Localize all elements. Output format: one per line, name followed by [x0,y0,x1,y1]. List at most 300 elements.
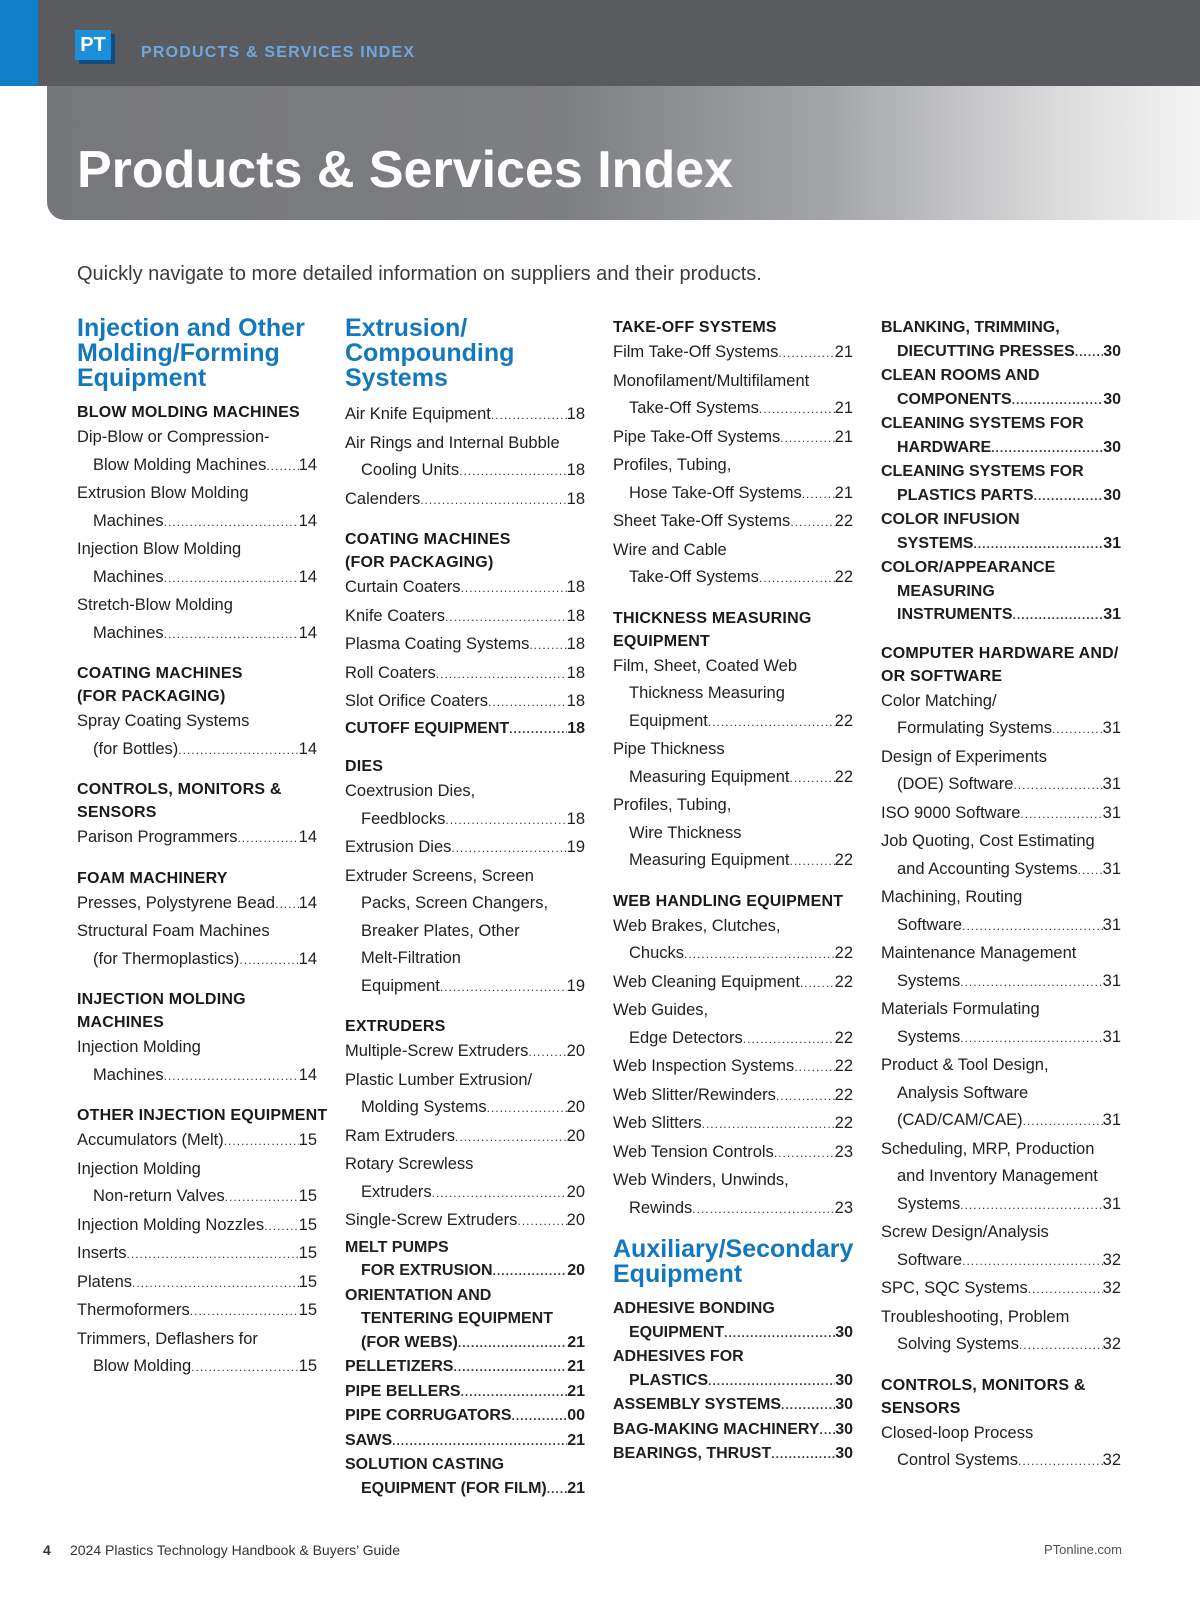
index-entry[interactable] [881,800,1121,829]
index-entry[interactable] [613,997,853,1053]
entry-text-line: Screw Design/Analysis [881,1223,1049,1241]
leader-dots [517,1208,566,1236]
index-entry[interactable] [77,536,317,592]
entry-page-number: 20 [567,1262,585,1279]
leader-dots [264,1213,299,1241]
leader-dots [991,437,1103,461]
index-entry[interactable] [613,1167,853,1223]
entry-last-line [77,620,317,649]
entry-text-line: Web Slitter/Rewinders [613,1085,776,1104]
index-entry[interactable] [881,1136,1121,1220]
leader-dots [778,340,834,368]
leader-dots [127,1241,299,1269]
entry-text-line: Injection Molding [77,1159,201,1178]
entry-last-line [345,457,585,486]
category-heading-line: EXTRUDERS [345,1018,446,1035]
entry-last-line [345,401,585,430]
entry-text-line: COMPONENTS [897,390,1012,408]
leader-dots [432,1180,567,1208]
entry-text-line: PIPE BELLERS [345,1382,461,1400]
index-entry[interactable] [77,824,317,853]
index-entry[interactable] [881,1420,1121,1476]
entry-page-number: 21 [834,343,853,361]
entry-text-line: Cooling Units [361,461,460,479]
section-heading-line: Compounding [345,339,515,367]
index-entry[interactable] [345,631,585,660]
entry-page-number: 00 [567,1407,585,1424]
entry-last-line [881,800,1121,829]
index-entry[interactable] [77,592,317,648]
entry-text-line: BAG-MAKING MACHINERY [613,1420,820,1438]
entry-text-line: Extrusion Blow Molding [77,484,249,502]
entry-page-number: 20 [566,1042,585,1060]
entry-text-line: MEASURING [897,582,995,600]
category-heading [613,316,853,339]
entry-last-line [345,717,585,742]
entry-last-line [881,1275,1121,1304]
entry-text-line: Packs, Screen Changers, [361,894,549,912]
entry-last-line [345,834,585,863]
entry-page-number: 14 [298,739,317,758]
page-title: Products & Services Index [77,141,734,199]
entry-last-line [881,968,1121,997]
index-entry[interactable] [345,834,585,863]
entry-last-line [345,486,585,515]
entry-last-line [345,806,585,835]
entry-text-line: Monofilament/Multifilament [613,371,810,390]
entry-text-line: Breaker Plates, Other [361,921,520,940]
index-entry[interactable] [881,940,1121,996]
section-heading-line: Auxiliary/Secondary [613,1235,854,1263]
leader-dots [802,481,835,509]
index-entry[interactable] [613,1053,853,1082]
index-entry[interactable] [613,424,853,453]
entry-text-line: (for Bottles) [93,739,179,758]
entry-text-line: Injection Blow Molding [77,540,242,558]
entry-text-line: Air Knife Equipment [345,405,491,423]
index-entry[interactable] [77,424,317,480]
entry-text-line: Spray Coating Systems [77,712,250,730]
entry-text-line: Machines [93,623,164,642]
entry-page-number: 14 [298,455,317,474]
entry-text-line: Pipe Thickness [613,740,725,758]
leader-dots [445,604,567,632]
index-entry[interactable] [881,828,1121,884]
index-entry[interactable] [77,708,317,764]
entry-page-number: 18 [566,578,585,596]
entry-text-line: Ram Extruders [345,1126,456,1145]
entry-last-line [881,912,1121,941]
entry-text-line: Film Take-Off Systems [613,343,779,361]
index-entry[interactable] [881,1304,1121,1360]
entry-last-line [345,660,585,689]
section-heading [345,316,585,391]
entry-text-line: Web Cleaning Equipment [613,972,800,991]
entry-text-line: MELT PUMPS [345,1238,449,1256]
index-entry[interactable] [613,537,853,593]
entry-text-line: SOLUTION CASTING [345,1456,505,1473]
index-group [613,890,853,1224]
entry-text-line: ADHESIVE BONDING [613,1300,775,1317]
entry-last-line [613,508,853,537]
entry-page-number: 20 [566,1182,585,1201]
entry-text-line: Plastic Lumber Extrusion/ [345,1070,533,1089]
index-entry[interactable] [881,1275,1121,1304]
leader-dots [445,807,566,835]
leader-dots [453,1356,567,1380]
entry-text-line: Thickness Measuring [629,684,785,702]
entry-text-line: Analysis Software [897,1083,1029,1102]
entry-text-line: Product & Tool Design, [881,1056,1049,1074]
entry-last-line [345,574,585,603]
entry-text-line: Stretch-Blow Molding [77,596,233,614]
publication-title: 2024 Plastics Technology Handbook & Buyers’ Guide [70,1542,400,1558]
entry-text-line: SAWS [345,1431,393,1449]
leader-dots [759,565,835,593]
index-entry[interactable] [613,339,853,368]
entry-last-line [77,736,317,765]
entry-last-line [77,946,317,975]
leader-dots [164,621,299,649]
leader-dots [459,458,567,486]
entry-text-line: Web Guides, [613,1001,709,1019]
leader-dots [960,969,1102,997]
entry-text-line: Trimmers, Deflashers for [77,1329,258,1348]
category-heading [77,867,317,890]
entry-text-line: Roll Coaters [345,663,436,682]
entry-last-line [613,1195,853,1224]
entry-page-number: 32 [1102,1335,1121,1353]
index-entry[interactable] [613,1393,853,1418]
index-entry[interactable] [345,1284,585,1356]
index-entry[interactable] [613,1442,853,1467]
leader-dots [239,947,298,975]
entry-page-number: 19 [566,838,585,856]
entry-page-number: 31 [1102,719,1121,737]
entry-text-line: Machines [93,1065,164,1084]
index-entry[interactable] [881,1219,1121,1275]
leader-dots [461,575,567,603]
entry-page-number: 31 [1102,1194,1121,1213]
index-entry[interactable] [613,508,853,537]
entry-text-line: SYSTEMS [897,534,974,552]
entry-last-line [613,1369,853,1394]
entry-last-line [613,1321,853,1346]
entry-text-line: BEARINGS, THRUST [613,1445,772,1462]
entry-text-line: Systems [897,1027,961,1046]
leader-dots [973,533,1103,557]
section-heading-line: Molding/Forming [77,339,280,367]
index-entry[interactable] [881,744,1121,800]
leader-dots [776,1083,835,1111]
index-entry[interactable] [345,1355,585,1380]
entry-last-line [881,715,1121,744]
leader-dots [512,1405,568,1429]
index-entry[interactable] [345,863,585,1002]
leader-dots [1028,1276,1103,1304]
entry-page-number: 15 [298,1357,317,1375]
index-entry[interactable] [881,316,1121,364]
entry-text-line: Web Brakes, Clutches, [613,916,781,935]
index-entry[interactable] [345,778,585,834]
category-heading [345,1015,585,1038]
entry-page-number: 22 [834,1057,853,1075]
entry-page-number: 32 [1102,1451,1121,1469]
leader-dots [451,835,566,863]
index-entry[interactable] [345,717,585,742]
index-entry[interactable] [613,736,853,792]
entry-last-line [881,484,1121,509]
entry-page-number: 31 [1102,1027,1121,1046]
index-entry[interactable] [77,1212,317,1241]
entry-page-number: 30 [835,1371,853,1389]
index-entry[interactable] [613,452,853,508]
index-entry[interactable] [613,1297,853,1345]
index-entry[interactable] [881,1052,1121,1136]
index-entry[interactable] [345,574,585,603]
leader-dots [794,1054,834,1082]
index-entry[interactable] [881,460,1121,508]
index-group [77,867,317,975]
index-entry[interactable] [77,1269,317,1298]
entry-last-line [77,1127,317,1156]
entry-last-line [881,856,1121,885]
index-entry[interactable] [345,603,585,632]
index-entry[interactable] [613,969,853,998]
index-entry[interactable] [881,556,1121,628]
entry-page-number: 15 [298,1187,317,1205]
index-entry[interactable] [77,1156,317,1212]
index-entry[interactable] [345,660,585,689]
category-heading-line: (FOR PACKAGING) [77,688,226,705]
index-entry[interactable] [613,792,853,876]
leader-dots [275,891,299,919]
index-entry[interactable] [881,996,1121,1052]
entry-last-line [345,1355,585,1380]
category-heading [881,1374,1121,1420]
entry-text-line: Parison Programmers [77,828,238,846]
index-entry[interactable] [613,1418,853,1443]
entry-page-number: 30 [835,1420,853,1438]
index-entry[interactable] [881,364,1121,412]
entry-page-number: 14 [298,893,317,912]
entry-text-line: Machines [93,511,164,530]
index-entry[interactable] [345,1236,585,1284]
leader-dots [1034,485,1104,509]
entry-text-line: Measuring Equipment [629,767,790,786]
entry-text-line: Systems [897,1194,961,1213]
entry-page-number: 22 [834,851,853,869]
entry-text-line: Wire Thickness [629,823,742,842]
entry-text-line: PIPE CORRUGATORS [345,1407,512,1424]
entry-last-line [345,1429,585,1454]
index-entry[interactable] [77,1127,317,1156]
entry-last-line [345,603,585,632]
entry-page-number: 18 [567,719,585,737]
section-heading-line: Equipment [613,1260,743,1288]
entry-page-number: 14 [298,828,317,846]
index-entry[interactable] [77,918,317,974]
index-entry[interactable] [345,1453,585,1501]
entry-text-line: Multiple-Screw Extruders [345,1042,529,1060]
index-entry[interactable] [345,1067,585,1123]
entry-text-line: Solving Systems [897,1335,1019,1353]
entry-text-line: Profiles, Tubing, [613,796,732,814]
entry-text-line: SPC, SQC Systems [881,1279,1028,1297]
leader-dots [455,1124,567,1152]
entry-text-line: PLASTICS PARTS [897,486,1034,504]
index-entry[interactable] [345,486,585,515]
index-entry[interactable] [345,1429,585,1454]
entry-page-number: 18 [566,663,585,682]
entry-page-number: 21 [834,399,853,417]
entry-text-line: Profiles, Tubing, [613,456,732,474]
index-group [345,755,585,1001]
entry-last-line [881,771,1121,800]
entry-text-line: TENTERING EQUIPMENT [361,1310,554,1327]
entry-last-line [345,1207,585,1236]
entry-last-line [77,890,317,919]
category-heading-line: WEB HANDLING EQUIPMENT [613,892,844,910]
index-entry[interactable] [77,1326,317,1382]
leader-dots [191,1354,299,1382]
index-entry[interactable] [613,1139,853,1168]
index-entry[interactable] [881,884,1121,940]
index-entry[interactable] [77,1240,317,1269]
index-entry[interactable] [881,508,1121,556]
site-link[interactable]: PTonline.com [1043,1542,1122,1557]
entry-text-line: ASSEMBLY SYSTEMS [613,1396,782,1413]
index-entry[interactable] [613,1082,853,1111]
leader-dots [780,425,834,453]
entry-text-line: and Accounting Systems [897,859,1078,878]
entry-text-line: Design of Experiments [881,747,1047,766]
entry-text-line: Web Tension Controls [613,1142,774,1161]
entry-last-line [881,1447,1121,1476]
entry-last-line [345,631,585,660]
category-heading [345,528,585,574]
entry-page-number: 21 [567,1479,585,1497]
index-entry[interactable] [613,1345,853,1393]
category-heading [77,662,317,708]
entry-text-line: Blow Molding Machines [93,455,267,474]
entry-last-line [613,1110,853,1139]
leader-dots [509,718,567,742]
leader-dots [458,1332,567,1356]
entry-last-line [345,1094,585,1123]
entry-last-line [613,969,853,998]
entry-text-line: Troubleshooting, Problem [881,1307,1070,1326]
entry-text-line: Accumulators (Melt) [77,1131,224,1149]
index-entry[interactable] [345,430,585,486]
entry-page-number: 18 [566,606,585,625]
entry-text-line: Software [897,1250,963,1269]
entry-text-line: CUTOFF EQUIPMENT [345,719,510,737]
leader-dots [800,970,835,998]
index-group [881,1374,1121,1476]
entry-text-line: Take-Off Systems [629,568,759,586]
leader-dots [461,1381,568,1405]
leader-dots [493,1260,568,1284]
index-entry[interactable] [345,1380,585,1405]
entry-page-number: 30 [835,1445,853,1462]
entry-page-number: 20 [566,1211,585,1229]
index-entry[interactable] [77,1297,317,1326]
index-entry[interactable] [77,1034,317,1090]
index-group [345,528,585,741]
entry-last-line [77,1269,317,1298]
entry-text-line: Calenders [345,489,421,508]
index-entry[interactable] [881,688,1121,744]
entry-page-number: 20 [566,1126,585,1145]
entry-last-line [77,1297,317,1326]
entry-page-number: 18 [566,489,585,508]
entry-text-line: Formulating Systems [897,719,1052,737]
leader-dots [743,1026,835,1054]
category-heading-line: SENSORS [881,1399,961,1417]
entry-page-number: 22 [834,767,853,786]
index-entry[interactable] [345,1207,585,1236]
index-entry[interactable] [881,412,1121,460]
entry-text-line: COLOR INFUSION [881,511,1020,528]
entry-last-line [881,1191,1121,1220]
entry-text-line: Color Matching/ [881,691,997,710]
entry-text-line: Equipment [361,976,440,995]
leader-dots [790,848,835,876]
entry-last-line [881,340,1121,365]
leader-dots [790,509,834,537]
entry-last-line [345,1331,585,1356]
index-entry[interactable] [613,653,853,737]
index-group [613,607,853,876]
entry-page-number: 22 [834,1085,853,1104]
index-entry[interactable] [345,1123,585,1152]
entry-page-number: 21 [567,1382,585,1400]
entry-text-line: ADHESIVES FOR [613,1348,744,1365]
entry-text-line: Platens [77,1272,133,1291]
leader-dots [178,737,298,765]
index-entry[interactable] [77,890,317,919]
leader-dots [487,1095,567,1123]
index-entry[interactable] [345,1404,585,1429]
entry-last-line [77,1062,317,1091]
entry-text-line: Air Rings and Internal Bubble [345,433,560,452]
index-entry[interactable] [613,368,853,424]
entry-text-line: Presses, Polystyrene Bead [77,893,276,912]
leader-dots [1023,1108,1103,1136]
page-number: 4 [43,1542,51,1558]
entry-last-line [345,1123,585,1152]
index-entry[interactable] [345,401,585,430]
entry-text-line: Take-Off Systems [629,399,759,417]
category-heading [881,642,1121,688]
index-entry[interactable] [345,688,585,717]
section-heading-line: Equipment [77,364,207,392]
index-column-3 [613,316,853,1481]
entry-last-line [613,480,853,509]
entry-text-line: HARDWARE [897,438,992,456]
index-entry[interactable] [613,913,853,969]
index-entry[interactable] [77,480,317,536]
index-entry[interactable] [345,1038,585,1067]
index-entry[interactable] [613,1110,853,1139]
index-column-2 [345,316,585,1515]
leader-dots [529,632,566,660]
index-entry[interactable] [345,1151,585,1207]
entry-page-number: 22 [834,512,853,530]
entry-text-line: INSTRUMENTS [897,606,1013,623]
leader-dots [420,487,566,515]
